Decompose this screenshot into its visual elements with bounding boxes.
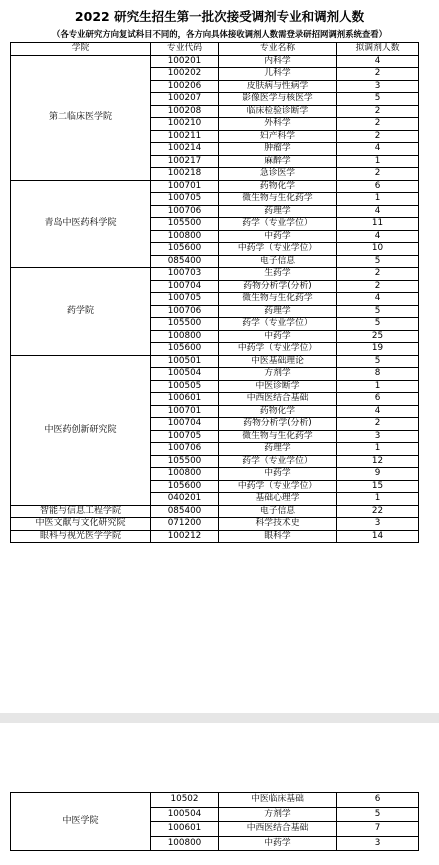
major-code-cell: 100214 <box>151 143 219 156</box>
school-name-cell: 药学院 <box>11 268 151 356</box>
header-major-name: 专业名称 <box>219 43 337 56</box>
major-code-cell: 105500 <box>151 318 219 331</box>
major-code-cell: 040201 <box>151 493 219 506</box>
major-name-cell: 药物化学 <box>219 180 337 193</box>
quota-cell: 2 <box>337 268 419 281</box>
quota-cell: 7 <box>337 822 419 837</box>
quota-cell: 2 <box>337 68 419 81</box>
table-row <box>11 268 419 281</box>
major-code-cell: 100208 <box>151 105 219 118</box>
quota-cell: 5 <box>337 355 419 368</box>
major-name-cell: 影像医学与核医学 <box>219 93 337 106</box>
major-code-cell: 100201 <box>151 55 219 68</box>
school-name-cell: 中医文献与文化研究院 <box>11 518 151 531</box>
table-row <box>11 355 419 368</box>
major-code-cell: 100800 <box>151 468 219 481</box>
major-code-cell: 071200 <box>151 518 219 531</box>
quota-cell: 4 <box>337 55 419 68</box>
major-name-cell: 急诊医学 <box>219 168 337 181</box>
major-code-cell: 100211 <box>151 130 219 143</box>
major-name-cell: 生药学 <box>219 268 337 281</box>
major-name-cell: 皮肤病与性病学 <box>219 80 337 93</box>
quota-cell: 5 <box>337 93 419 106</box>
school-name-cell: 智能与信息工程学院 <box>11 505 151 518</box>
quota-cell: 6 <box>337 393 419 406</box>
quota-cell: 4 <box>337 293 419 306</box>
major-name-cell: 中医基础理论 <box>219 355 337 368</box>
major-name-cell: 临床检验诊断学 <box>219 105 337 118</box>
school-name-cell: 第二临床医学院 <box>11 55 151 180</box>
major-code-cell: 100705 <box>151 293 219 306</box>
major-code-cell: 105600 <box>151 343 219 356</box>
quota-cell: 2 <box>337 280 419 293</box>
quota-cell: 3 <box>337 836 419 851</box>
page-separator <box>0 713 439 723</box>
quota-cell: 1 <box>337 380 419 393</box>
major-name-cell: 儿科学 <box>219 68 337 81</box>
quota-cell: 5 <box>337 255 419 268</box>
quota-cell: 12 <box>337 455 419 468</box>
major-code-cell: 100706 <box>151 205 219 218</box>
quota-cell: 6 <box>337 180 419 193</box>
table-row <box>11 55 419 68</box>
document-title: 2022 研究生招生第一批次接受调剂专业和调剂人数 <box>74 9 365 24</box>
quota-cell: 5 <box>337 305 419 318</box>
major-code-cell: 100504 <box>151 368 219 381</box>
major-name-cell: 药理学 <box>219 443 337 456</box>
major-code-cell: 105600 <box>151 243 219 256</box>
major-name-cell: 中药学 <box>219 330 337 343</box>
major-code-cell: 100703 <box>151 268 219 281</box>
major-code-cell: 100501 <box>151 355 219 368</box>
quota-cell: 10 <box>337 243 419 256</box>
major-name-cell: 中医诊断学 <box>219 380 337 393</box>
major-code-cell: 100701 <box>151 180 219 193</box>
quota-cell: 2 <box>337 118 419 131</box>
quota-cell: 3 <box>337 430 419 443</box>
quota-cell: 2 <box>337 418 419 431</box>
major-name-cell: 药物分析学(分析) <box>219 418 337 431</box>
major-name-cell: 科学技术史 <box>219 518 337 531</box>
header-quota: 拟调剂人数 <box>337 43 419 56</box>
major-code-cell: 100705 <box>151 193 219 206</box>
major-code-cell: 085400 <box>151 505 219 518</box>
header-school: 学院 <box>11 43 151 56</box>
major-name-cell: 微生物与生化药学 <box>219 193 337 206</box>
major-code-cell: 100800 <box>151 836 219 851</box>
major-name-cell: 药学（专业学位） <box>219 318 337 331</box>
adjustment-table <box>10 42 419 543</box>
school-name-cell: 中医药创新研究院 <box>11 355 151 505</box>
major-name-cell: 中医临床基础 <box>219 793 337 808</box>
major-code-cell: 100217 <box>151 155 219 168</box>
major-code-cell: 105500 <box>151 455 219 468</box>
major-code-cell: 100706 <box>151 443 219 456</box>
major-code-cell: 100704 <box>151 280 219 293</box>
major-code-cell: 100706 <box>151 305 219 318</box>
quota-cell: 19 <box>337 343 419 356</box>
quota-cell: 3 <box>337 80 419 93</box>
quota-cell: 2 <box>337 105 419 118</box>
major-name-cell: 药物分析学(分析) <box>219 280 337 293</box>
major-code-cell: 100701 <box>151 405 219 418</box>
document-subtitle: （各专业研究方向复试科目不同的，各方向具体接收调剂人数需登录研招网调剂系统查看） <box>52 29 387 39</box>
quota-cell: 11 <box>337 218 419 231</box>
major-code-cell: 100218 <box>151 168 219 181</box>
major-name-cell: 中药学（专业学位） <box>219 480 337 493</box>
table-header-row <box>11 43 419 56</box>
quota-cell: 5 <box>337 318 419 331</box>
quota-cell: 8 <box>337 368 419 381</box>
major-name-cell: 肿瘤学 <box>219 143 337 156</box>
major-name-cell: 药理学 <box>219 205 337 218</box>
major-name-cell: 方剂学 <box>219 807 337 822</box>
major-name-cell: 药学（专业学位） <box>219 218 337 231</box>
major-name-cell: 眼科学 <box>219 530 337 543</box>
major-code-cell: 100202 <box>151 68 219 81</box>
major-name-cell: 外科学 <box>219 118 337 131</box>
major-name-cell: 药理学 <box>219 305 337 318</box>
major-name-cell: 中西医结合基础 <box>219 822 337 837</box>
major-code-cell: 10502 <box>151 793 219 808</box>
major-code-cell: 100504 <box>151 807 219 822</box>
school-name-cell: 中医学院 <box>11 793 151 851</box>
header-major-code: 专业代码 <box>151 43 219 56</box>
major-name-cell: 方剂学 <box>219 368 337 381</box>
table-row <box>11 505 419 518</box>
table-row <box>11 180 419 193</box>
quota-cell: 1 <box>337 193 419 206</box>
major-name-cell: 中药学（专业学位） <box>219 243 337 256</box>
quota-cell: 14 <box>337 530 419 543</box>
major-name-cell: 电子信息 <box>219 255 337 268</box>
major-code-cell: 100800 <box>151 330 219 343</box>
quota-cell: 4 <box>337 143 419 156</box>
quota-cell: 4 <box>337 205 419 218</box>
major-code-cell: 105500 <box>151 218 219 231</box>
major-name-cell: 基础心理学 <box>219 493 337 506</box>
quota-cell: 22 <box>337 505 419 518</box>
major-code-cell: 100210 <box>151 118 219 131</box>
major-name-cell: 麻醉学 <box>219 155 337 168</box>
quota-cell: 9 <box>337 468 419 481</box>
major-code-cell: 100601 <box>151 393 219 406</box>
major-name-cell: 电子信息 <box>219 505 337 518</box>
major-code-cell: 100800 <box>151 230 219 243</box>
table-row <box>11 530 419 543</box>
table-row <box>11 793 419 808</box>
major-code-cell: 100207 <box>151 93 219 106</box>
major-name-cell: 药学（专业学位） <box>219 455 337 468</box>
major-code-cell: 100206 <box>151 80 219 93</box>
major-code-cell: 085400 <box>151 255 219 268</box>
quota-cell: 6 <box>337 793 419 808</box>
quota-cell: 3 <box>337 518 419 531</box>
quota-cell: 1 <box>337 155 419 168</box>
quota-cell: 2 <box>337 130 419 143</box>
quota-cell: 1 <box>337 443 419 456</box>
major-name-cell: 微生物与生化药学 <box>219 293 337 306</box>
major-name-cell: 微生物与生化药学 <box>219 430 337 443</box>
major-name-cell: 中药学（专业学位） <box>219 343 337 356</box>
major-code-cell: 100505 <box>151 380 219 393</box>
major-name-cell: 内科学 <box>219 55 337 68</box>
quota-cell: 2 <box>337 168 419 181</box>
quota-cell: 4 <box>337 230 419 243</box>
major-code-cell: 100212 <box>151 530 219 543</box>
quota-cell: 1 <box>337 493 419 506</box>
major-code-cell: 100704 <box>151 418 219 431</box>
quota-cell: 25 <box>337 330 419 343</box>
major-name-cell: 中药学 <box>219 468 337 481</box>
quota-cell: 5 <box>337 807 419 822</box>
major-code-cell: 100601 <box>151 822 219 837</box>
major-name-cell: 中西医结合基础 <box>219 393 337 406</box>
major-code-cell: 100705 <box>151 430 219 443</box>
quota-cell: 4 <box>337 405 419 418</box>
major-name-cell: 中药学 <box>219 836 337 851</box>
major-name-cell: 药物化学 <box>219 405 337 418</box>
major-name-cell: 妇产科学 <box>219 130 337 143</box>
school-name-cell: 眼科与视光医学学院 <box>11 530 151 543</box>
school-name-cell: 青岛中医药科学院 <box>11 180 151 268</box>
table-row <box>11 518 419 531</box>
quota-cell: 15 <box>337 480 419 493</box>
adjustment-table-continued <box>10 792 419 851</box>
major-code-cell: 105600 <box>151 480 219 493</box>
major-name-cell: 中药学 <box>219 230 337 243</box>
